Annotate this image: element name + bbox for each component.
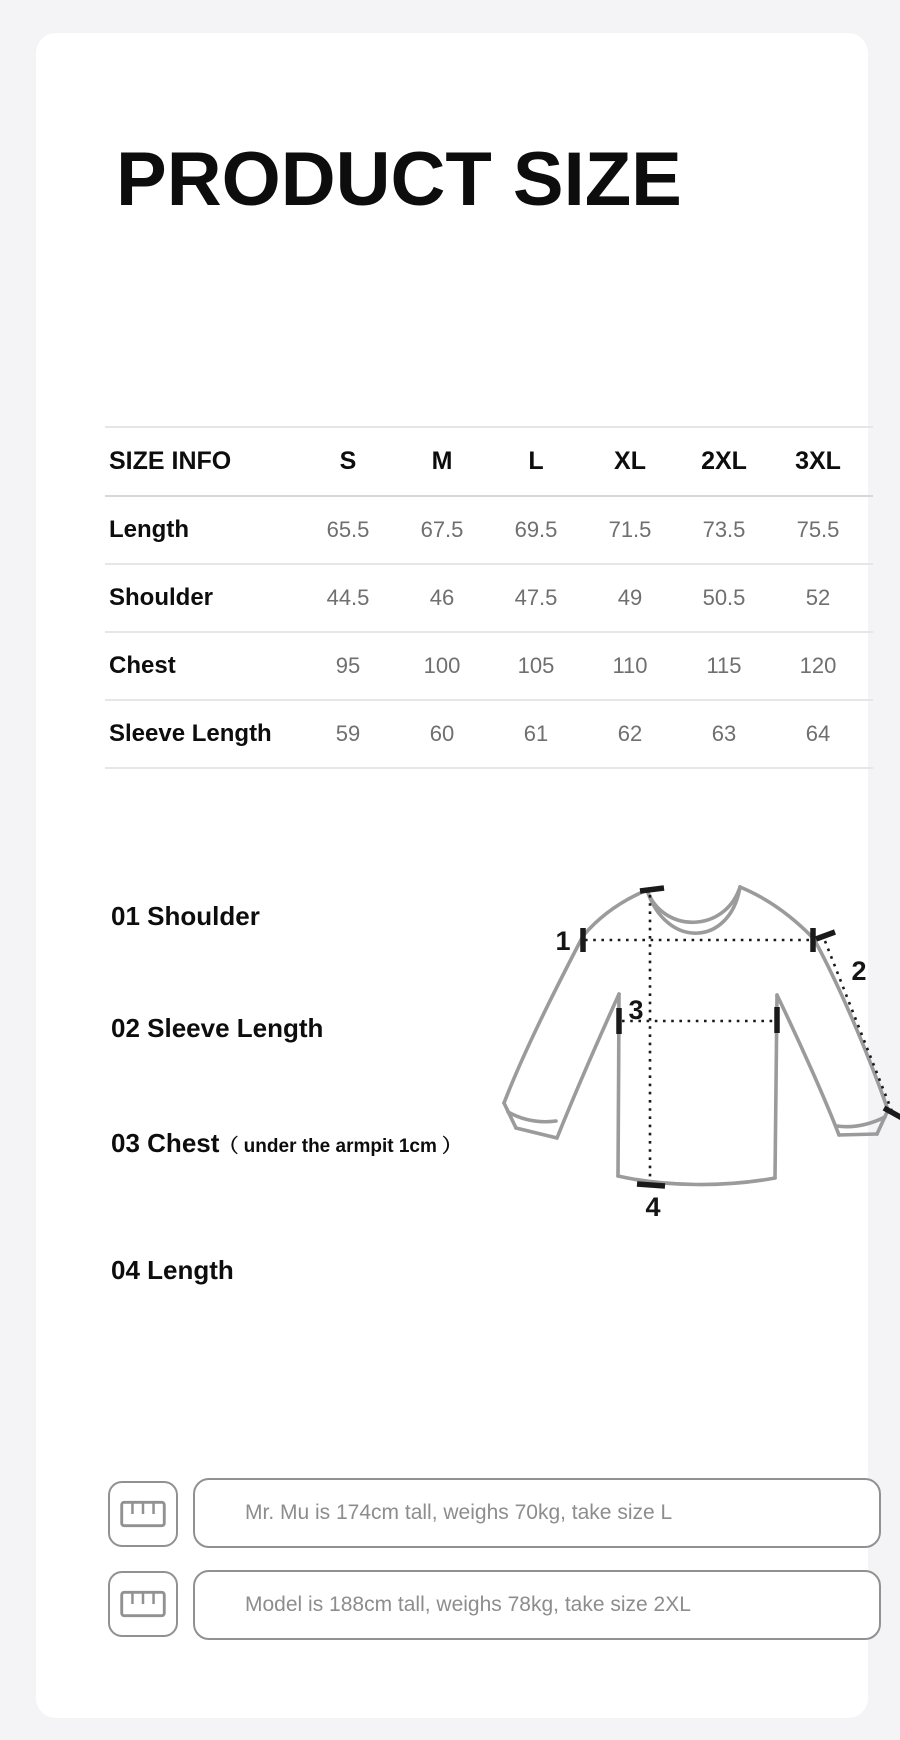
- content-card: [36, 33, 868, 1718]
- measure-ticks: [583, 888, 900, 1186]
- guide-item-length: [111, 1255, 234, 1285]
- fit-note-text: Mr. Mu is 174cm tall, weighs 70kg, take size L: [245, 1501, 673, 1524]
- measure-markers: [555, 926, 866, 1222]
- ruler-icon: [120, 1500, 166, 1528]
- cell-value: 100: [423, 653, 461, 678]
- cell-value: 47.5: [514, 585, 558, 610]
- cell-value: 44.5: [326, 585, 370, 610]
- table-row-length: [105, 497, 873, 565]
- row-label: Sleeve Length: [109, 720, 272, 747]
- size-table-header-row: [105, 428, 873, 497]
- marker-2: 2: [851, 956, 867, 986]
- row-label: Shoulder: [109, 584, 214, 611]
- table-row-sleeve-length: [105, 701, 873, 769]
- guide-item-shoulder: [111, 901, 260, 931]
- fit-note-text: Model is 188cm tall, weighs 78kg, take size 2XL: [245, 1593, 691, 1616]
- size-col-m: M: [431, 447, 453, 475]
- cell-value: 115: [706, 653, 742, 678]
- cell-value: 71.5: [608, 517, 652, 542]
- cell-value: 61: [523, 721, 549, 746]
- marker-3: 3: [628, 995, 644, 1025]
- guide-item-sleeve-length: [111, 1013, 323, 1043]
- cell-value: 65.5: [326, 517, 370, 542]
- marker-1: 1: [555, 926, 571, 956]
- size-col-2xl: 2XL: [701, 447, 747, 475]
- cell-value: 62: [617, 721, 643, 746]
- cell-value: 69.5: [514, 517, 558, 542]
- size-col-l: L: [528, 447, 544, 475]
- size-col-s: S: [339, 447, 357, 475]
- guide-number: 02: [111, 1013, 140, 1043]
- guide-label: Length: [147, 1255, 234, 1285]
- fit-note: [193, 1570, 881, 1640]
- guide-label: Sleeve Length: [147, 1013, 324, 1043]
- cell-value: 73.5: [702, 517, 746, 542]
- row-label: Chest: [109, 652, 176, 679]
- cell-value: 63: [711, 721, 737, 746]
- cell-value: 60: [429, 721, 455, 746]
- cell-value: 95: [335, 653, 361, 678]
- guide-label: Shoulder: [147, 901, 260, 931]
- cell-value: 105: [517, 653, 555, 678]
- cell-value: 50.5: [702, 585, 746, 610]
- table-row-shoulder: [105, 565, 873, 633]
- ruler-icon-box: [108, 1481, 178, 1547]
- shirt-measurement-diagram: [466, 783, 900, 1223]
- cell-value: 64: [805, 721, 831, 746]
- cell-value: 110: [612, 653, 648, 678]
- guide-label: Chest: [147, 1128, 220, 1158]
- cell-value: 75.5: [796, 517, 840, 542]
- guide-number: 03: [111, 1128, 140, 1158]
- size-table: [105, 426, 873, 769]
- page-title: PRODUCT SIZE: [116, 137, 682, 222]
- cell-value: 49: [617, 585, 643, 610]
- guide-item-chest: [111, 1128, 461, 1158]
- guide-note: （ under the armpit 1cm ）: [219, 1136, 462, 1157]
- size-col-3xl: 3XL: [795, 447, 841, 475]
- cell-value: 59: [335, 721, 361, 746]
- cell-value: 46: [429, 585, 455, 610]
- cell-value: 67.5: [420, 517, 464, 542]
- guide-number: 01: [111, 901, 140, 931]
- ruler-icon: [120, 1590, 166, 1618]
- row-label: Length: [109, 516, 189, 543]
- marker-4: 4: [645, 1192, 661, 1222]
- size-col-xl: XL: [614, 447, 646, 475]
- guide-number: 04: [111, 1255, 140, 1285]
- cell-value: 52: [805, 585, 831, 610]
- size-table-header-label: SIZE INFO: [109, 447, 232, 475]
- measure-lines: [585, 895, 893, 1182]
- cell-value: 120: [799, 653, 837, 678]
- fit-note: [193, 1478, 881, 1548]
- table-row-chest: [105, 633, 873, 701]
- ruler-icon-box: [108, 1571, 178, 1637]
